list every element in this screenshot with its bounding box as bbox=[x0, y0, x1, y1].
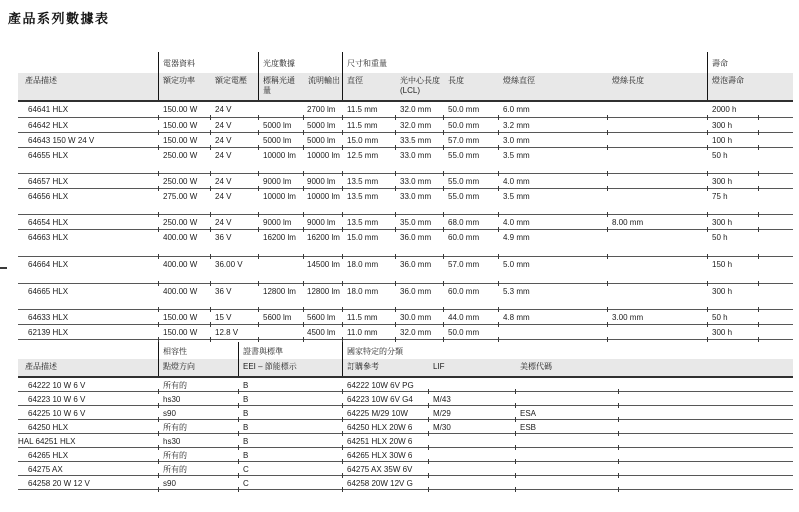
cell bbox=[515, 434, 618, 437]
group-divider bbox=[342, 52, 343, 100]
cell: 15.0 mm bbox=[347, 135, 379, 145]
cell: hs30 bbox=[163, 394, 181, 404]
cell: 13.5 mm bbox=[347, 176, 379, 186]
cell: 3.2 mm bbox=[503, 120, 530, 130]
cell: 55.0 mm bbox=[448, 191, 480, 201]
cell: 3.5 mm bbox=[503, 191, 530, 201]
product-description-cell: 64663 HLX bbox=[28, 232, 69, 242]
table-row bbox=[18, 284, 793, 310]
group-header: 電器資料 bbox=[163, 59, 195, 68]
cell: 12800 lm bbox=[307, 286, 340, 296]
cell bbox=[515, 378, 618, 381]
cell: 250.00 W bbox=[163, 150, 198, 160]
cell: 35.0 mm bbox=[400, 217, 432, 227]
cell: 33.0 mm bbox=[400, 150, 432, 160]
group-header: 光度數據 bbox=[263, 59, 295, 68]
table-row bbox=[18, 102, 793, 118]
column-header: LIF bbox=[433, 362, 445, 371]
cell bbox=[258, 102, 303, 105]
table-row bbox=[18, 434, 793, 448]
column-header-row bbox=[18, 359, 793, 376]
cell: 36.0 mm bbox=[400, 232, 432, 242]
product-description-cell: 64225 10 W 6 V bbox=[28, 408, 86, 418]
product-description-cell: 64642 HLX bbox=[28, 120, 69, 130]
product-description-cell: 64250 HLX bbox=[28, 422, 69, 432]
group-divider bbox=[707, 52, 708, 100]
cell: 24 V bbox=[215, 104, 232, 114]
cell: 150.00 W bbox=[163, 135, 198, 145]
cell: 16200 lm bbox=[307, 232, 340, 242]
cell: 60.0 mm bbox=[448, 286, 480, 296]
cell: B bbox=[243, 422, 249, 432]
cell: 13.5 mm bbox=[347, 191, 379, 201]
table-row bbox=[18, 257, 793, 284]
cell: 10000 lm bbox=[263, 150, 296, 160]
group-header: 壽命 bbox=[712, 59, 728, 68]
table-row bbox=[18, 230, 793, 257]
compatibility-table bbox=[18, 342, 793, 490]
cell: 300 h bbox=[712, 176, 733, 186]
product-description-cell: 64275 AX bbox=[28, 464, 63, 474]
column-tick bbox=[158, 487, 159, 492]
cell: 24 V bbox=[215, 135, 232, 145]
table-row bbox=[18, 118, 793, 133]
cell: 250.00 W bbox=[163, 217, 198, 227]
cell: 75 h bbox=[712, 191, 728, 201]
cell: 4.0 mm bbox=[503, 217, 530, 227]
cell: 13.5 mm bbox=[347, 217, 379, 227]
cell bbox=[607, 174, 707, 177]
cell: 33.5 mm bbox=[400, 135, 432, 145]
column-header: 點燈方向 bbox=[163, 362, 195, 371]
row-filler bbox=[618, 448, 793, 451]
row-filler bbox=[758, 174, 793, 177]
cell: 150 h bbox=[712, 259, 733, 269]
cell: ESA bbox=[520, 408, 537, 418]
row-filler bbox=[758, 257, 793, 260]
cell: 所有的 bbox=[163, 380, 187, 390]
cell: 57.0 mm bbox=[448, 135, 480, 145]
cell: 44.0 mm bbox=[448, 312, 480, 322]
cell: 5.0 mm bbox=[503, 259, 530, 269]
cell: 15 V bbox=[215, 312, 232, 322]
cell: 300 h bbox=[712, 286, 733, 296]
cell: 36 V bbox=[215, 286, 232, 296]
product-description-cell: 64641 HLX bbox=[28, 104, 69, 114]
product-description-cell: 64654 HLX bbox=[28, 217, 69, 227]
cell bbox=[607, 133, 707, 136]
table-row bbox=[18, 448, 793, 462]
product-description-cell: 64633 HLX bbox=[28, 312, 69, 322]
cell: 64223 10W 6V G4 bbox=[347, 394, 413, 404]
column-header-row bbox=[18, 73, 793, 100]
table-header bbox=[18, 342, 793, 378]
row-filler bbox=[618, 462, 793, 465]
cell: 10000 lm bbox=[307, 191, 340, 201]
cell: 5600 lm bbox=[263, 312, 292, 322]
cell: 2000 h bbox=[712, 104, 737, 114]
group-header: 尺寸和重量 bbox=[347, 59, 387, 68]
cell: 12.8 V bbox=[215, 327, 239, 337]
cell: 24 V bbox=[215, 176, 232, 186]
table-row bbox=[18, 174, 793, 189]
cell: 11.0 mm bbox=[347, 327, 378, 337]
product-description-cell: 64265 HLX bbox=[28, 450, 69, 460]
cell: 4.8 mm bbox=[503, 312, 530, 322]
row-filler bbox=[758, 118, 793, 121]
cell: 68.0 mm bbox=[448, 217, 480, 227]
product-description-cell: 64656 HLX bbox=[28, 191, 69, 201]
column-tick bbox=[342, 487, 343, 492]
cell: 10000 lm bbox=[307, 150, 340, 160]
cell: 50 h bbox=[712, 150, 728, 160]
cell: ESB bbox=[520, 422, 537, 432]
column-header: 燈絲長度 bbox=[612, 76, 644, 85]
row-filler bbox=[758, 215, 793, 218]
column-header-filler bbox=[618, 359, 793, 364]
cell: 9000 lm bbox=[263, 176, 292, 186]
cell: 150.00 W bbox=[163, 312, 198, 322]
cell: 5000 lm bbox=[263, 120, 292, 130]
cell: 11.5 mm bbox=[347, 312, 378, 322]
cell: 275.00 W bbox=[163, 191, 198, 201]
cell: 36.00 V bbox=[215, 259, 243, 269]
cell: 55.0 mm bbox=[448, 176, 480, 186]
cell: 所有的 bbox=[163, 464, 187, 474]
group-divider bbox=[342, 342, 343, 376]
product-description-cell: 64643 150 W 24 V bbox=[28, 135, 95, 145]
cell: 64258 20W 12V G bbox=[347, 478, 413, 488]
cell: 33.0 mm bbox=[400, 176, 432, 186]
cell: M/29 bbox=[433, 408, 451, 418]
cell: 18.0 mm bbox=[347, 286, 379, 296]
cell bbox=[607, 325, 707, 328]
row-filler bbox=[758, 284, 793, 287]
row-filler bbox=[758, 102, 793, 105]
row-filler bbox=[618, 420, 793, 423]
cell bbox=[515, 448, 618, 451]
row-filler bbox=[618, 406, 793, 409]
cell: 18.0 mm bbox=[347, 259, 379, 269]
column-header: 額定電壓 bbox=[215, 76, 247, 85]
group-divider bbox=[158, 342, 159, 376]
column-tick bbox=[238, 487, 239, 492]
cell: B bbox=[243, 394, 249, 404]
table-row bbox=[18, 420, 793, 434]
cell: 4500 lm bbox=[307, 327, 336, 337]
cell bbox=[515, 462, 618, 465]
cell: 64265 HLX 30W 6 bbox=[347, 450, 413, 460]
column-tick bbox=[428, 487, 429, 492]
cell: 9000 lm bbox=[263, 217, 292, 227]
product-description-cell: 64665 HLX bbox=[28, 286, 69, 296]
cell: 400.00 W bbox=[163, 232, 198, 242]
table-header-groups bbox=[18, 342, 793, 359]
column-header: 訂購參考 bbox=[347, 362, 379, 371]
row-filler bbox=[758, 148, 793, 151]
cell: 10000 lm bbox=[263, 191, 296, 201]
cell: hs30 bbox=[163, 436, 181, 446]
cell bbox=[428, 434, 515, 437]
table-row bbox=[18, 462, 793, 476]
cell: 3.0 mm bbox=[503, 135, 530, 145]
cell: 150.00 W bbox=[163, 327, 198, 337]
cell: 15.0 mm bbox=[347, 232, 379, 242]
column-header: 流明輸出 bbox=[308, 76, 340, 85]
group-divider bbox=[258, 52, 259, 100]
column-header: 額定功率 bbox=[163, 76, 195, 85]
product-description-cell: 64258 20 W 12 V bbox=[28, 478, 90, 488]
cell: B bbox=[243, 450, 249, 460]
row-filler bbox=[758, 133, 793, 136]
cell: 24 V bbox=[215, 217, 232, 227]
cell bbox=[428, 378, 515, 381]
cell bbox=[607, 284, 707, 287]
column-header-filler bbox=[758, 73, 793, 78]
table-row bbox=[18, 406, 793, 420]
cell bbox=[607, 148, 707, 151]
cell: B bbox=[243, 380, 249, 390]
cell: 150.00 W bbox=[163, 104, 198, 114]
cell: 36 V bbox=[215, 232, 232, 242]
cell: C bbox=[243, 478, 249, 488]
cell: 8.00 mm bbox=[612, 217, 644, 227]
row-filler bbox=[758, 325, 793, 328]
cell: 36.0 mm bbox=[400, 259, 432, 269]
cell: 2700 lm bbox=[307, 104, 336, 114]
cell: s90 bbox=[163, 478, 176, 488]
cell bbox=[258, 325, 303, 328]
row-filler bbox=[758, 189, 793, 192]
product-series-table bbox=[18, 52, 793, 340]
cell: 300 h bbox=[712, 327, 733, 337]
column-header: 燈絲直徑 bbox=[503, 76, 535, 85]
cell: 60.0 mm bbox=[448, 232, 480, 242]
cell: 57.0 mm bbox=[448, 259, 480, 269]
cell: 9000 lm bbox=[307, 217, 336, 227]
column-header: 燈泡壽命 bbox=[712, 76, 744, 85]
cell: 11.5 mm bbox=[347, 120, 378, 130]
product-description-cell: 64657 HLX bbox=[28, 176, 69, 186]
cell: 5000 lm bbox=[307, 135, 336, 145]
row-filler bbox=[758, 310, 793, 313]
product-description-cell: HAL 64251 HLX bbox=[18, 436, 76, 446]
cell: 50 h bbox=[712, 312, 728, 322]
table-row bbox=[18, 378, 793, 392]
cell: 4.9 mm bbox=[503, 232, 530, 242]
group-divider bbox=[238, 342, 239, 376]
cell: 250.00 W bbox=[163, 176, 198, 186]
cell: 32.0 mm bbox=[400, 120, 432, 130]
cell bbox=[258, 257, 303, 260]
page-title: 產品系列數據表 bbox=[8, 11, 110, 26]
cell: 400.00 W bbox=[163, 286, 198, 296]
cell: 100 h bbox=[712, 135, 733, 145]
column-header: 產品描述 bbox=[25, 362, 57, 371]
product-description-cell: 64223 10 W 6 V bbox=[28, 394, 86, 404]
cell: 6.0 mm bbox=[503, 104, 530, 114]
cell: 50.0 mm bbox=[448, 120, 480, 130]
column-header: 標稱光通量 bbox=[263, 76, 295, 96]
cell: 24 V bbox=[215, 150, 232, 160]
row-filler bbox=[758, 230, 793, 233]
cell: 64222 10W 6V PG bbox=[347, 380, 414, 390]
cell: 5600 lm bbox=[307, 312, 336, 322]
column-tick bbox=[618, 487, 619, 492]
column-header: 直徑 bbox=[347, 76, 363, 85]
cell: 5000 lm bbox=[307, 120, 336, 130]
cell: 4.0 mm bbox=[503, 176, 530, 186]
cell: M/43 bbox=[433, 394, 451, 404]
table-row bbox=[18, 148, 793, 174]
table-header-groups bbox=[18, 52, 793, 73]
row-filler bbox=[618, 434, 793, 437]
column-header: 產品描述 bbox=[25, 76, 57, 85]
cell: 所有的 bbox=[163, 422, 187, 432]
cell: 55.0 mm bbox=[448, 150, 480, 160]
cell: 300 h bbox=[712, 217, 733, 227]
cell: 300 h bbox=[712, 120, 733, 130]
column-header: 美標代碼 bbox=[520, 362, 552, 371]
table-row bbox=[18, 325, 793, 340]
cell bbox=[607, 230, 707, 233]
group-header: 證書與標準 bbox=[243, 347, 283, 356]
cell bbox=[607, 118, 707, 121]
table-row bbox=[18, 133, 793, 148]
cell bbox=[607, 189, 707, 192]
group-divider bbox=[158, 52, 159, 100]
cell: 3.00 mm bbox=[612, 312, 644, 322]
cell: 32.0 mm bbox=[400, 104, 432, 114]
cell: 11.5 mm bbox=[347, 104, 378, 114]
table-row bbox=[18, 476, 793, 490]
cell bbox=[515, 392, 618, 395]
margin-tick bbox=[0, 267, 7, 269]
cell: 24 V bbox=[215, 120, 232, 130]
cell bbox=[428, 448, 515, 451]
product-description-cell: 64222 10 W 6 V bbox=[28, 380, 86, 390]
cell: 150.00 W bbox=[163, 120, 198, 130]
cell: 14500 lm bbox=[307, 259, 340, 269]
cell: 64251 HLX 20W 6 bbox=[347, 436, 413, 446]
column-header: 光中心長度 (LCL) bbox=[400, 76, 440, 96]
cell: 32.0 mm bbox=[400, 327, 432, 337]
cell bbox=[607, 257, 707, 260]
column-header: 長度 bbox=[448, 76, 464, 85]
cell: 50.0 mm bbox=[448, 327, 480, 337]
cell: 所有的 bbox=[163, 450, 187, 460]
cell: 24 V bbox=[215, 191, 232, 201]
cell: 33.0 mm bbox=[400, 191, 432, 201]
cell: 30.0 mm bbox=[400, 312, 432, 322]
product-description-cell: 62139 HLX bbox=[28, 327, 69, 337]
column-header: EEI – 節能標示 bbox=[243, 362, 297, 371]
cell: M/30 bbox=[433, 422, 451, 432]
table-row bbox=[18, 189, 793, 215]
table-row bbox=[18, 310, 793, 325]
cell: 5.3 mm bbox=[503, 286, 530, 296]
column-tick bbox=[515, 487, 516, 492]
cell: 64250 HLX 20W 6 bbox=[347, 422, 413, 432]
cell bbox=[428, 462, 515, 465]
cell bbox=[428, 476, 515, 479]
cell: 400.00 W bbox=[163, 259, 198, 269]
table-row bbox=[18, 215, 793, 230]
cell: 16200 lm bbox=[263, 232, 296, 242]
row-filler bbox=[618, 476, 793, 479]
product-description-cell: 64655 HLX bbox=[28, 150, 69, 160]
cell: B bbox=[243, 408, 249, 418]
cell: s90 bbox=[163, 408, 176, 418]
table-row bbox=[18, 392, 793, 406]
cell: 12800 lm bbox=[263, 286, 296, 296]
cell bbox=[498, 325, 607, 328]
cell: 36.0 mm bbox=[400, 286, 432, 296]
cell bbox=[607, 102, 707, 105]
cell: 64275 AX 35W 6V bbox=[347, 464, 413, 474]
group-header: 相容性 bbox=[163, 347, 187, 356]
cell: 50 h bbox=[712, 232, 728, 242]
cell: 5000 lm bbox=[263, 135, 292, 145]
cell: C bbox=[243, 464, 249, 474]
cell: 50.0 mm bbox=[448, 104, 480, 114]
row-filler bbox=[618, 392, 793, 395]
cell: 64225 M/29 10W bbox=[347, 408, 408, 418]
cell: B bbox=[243, 436, 249, 446]
cell bbox=[515, 476, 618, 479]
product-description-cell: 64664 HLX bbox=[28, 259, 69, 269]
cell: 12.5 mm bbox=[347, 150, 379, 160]
table-header bbox=[18, 52, 793, 102]
group-header: 國家特定的分類 bbox=[347, 347, 403, 356]
cell: 3.5 mm bbox=[503, 150, 530, 160]
row-filler bbox=[618, 378, 793, 381]
cell: 9000 lm bbox=[307, 176, 336, 186]
